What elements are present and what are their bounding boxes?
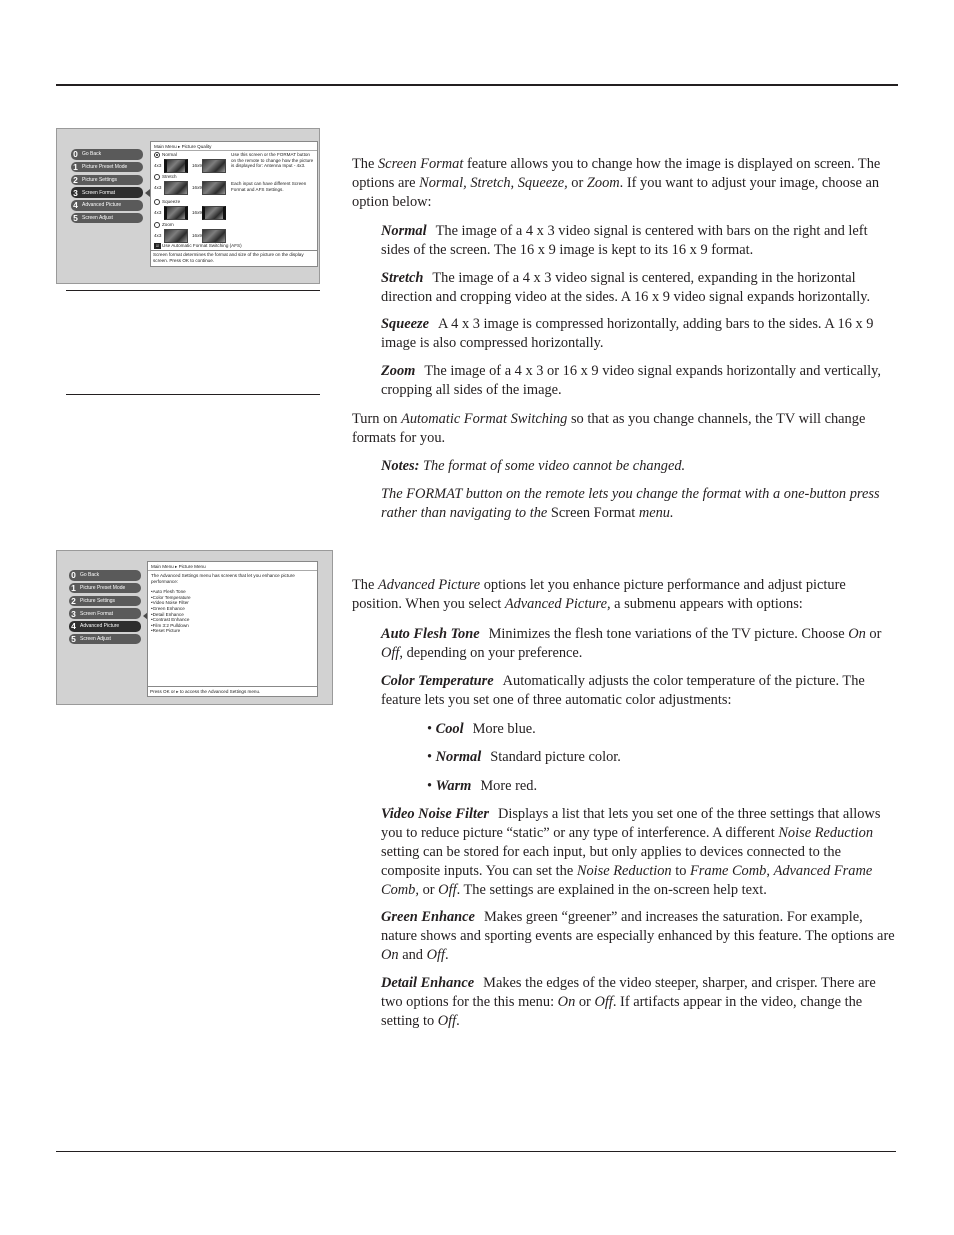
- menu-item-picture-settings[interactable]: 2 Picture Settings: [69, 596, 141, 607]
- panel-body: [148, 571, 317, 636]
- screen-format-menu-screenshot: [56, 128, 320, 284]
- caption-rule-bottom: [66, 394, 320, 395]
- menu-item-picture-preset-mode[interactable]: 1 Picture Preset Mode: [69, 583, 141, 594]
- list-item: •Video Noise Filter: [151, 600, 189, 606]
- menu-item-go-back[interactable]: 0 Go Back: [69, 570, 141, 581]
- stretch-description: Stretch The image of a 4 x 3 video signal is centered, expanding in the horizontal direction and cropping video at the sides. A 16 x 9 video signal expands horizontally.: [381, 270, 871, 305]
- side-menu: [69, 570, 141, 647]
- checkbox-icon: ☑: [155, 244, 160, 248]
- caption-rule-top: [66, 290, 320, 291]
- zoom-description: Zoom The image of a 4 x 3 or 16 x 9 video signal expands horizontally and vertically, cropping all sides of the image.: [381, 363, 882, 398]
- radio-selected-icon: [154, 152, 160, 158]
- squeeze-description: Squeeze A 4 x 3 image is compressed horizontally, adding bars to the sides. A 16 x 9 image is also compressed horizontally.: [381, 316, 874, 351]
- afs-paragraph: Turn on Automatic Format Switching so that as you change channels, the TV will change formats for you.: [352, 411, 866, 446]
- bullet-cool: • Cool More blue.: [427, 721, 536, 737]
- auto-flesh-tone-description: Auto Flesh Tone Minimizes the flesh tone variations of the TV picture. Choose On or Off, depending on your preference.: [381, 626, 882, 661]
- list-item: •Film 3:2 Pulldown: [151, 622, 189, 628]
- help-text-1: Use this screen or the FORMAT button on the remote to change how the picture is displayed for: Antenna Input - 4x3.: [231, 152, 314, 169]
- advanced-picture-panel: [147, 561, 318, 697]
- preview-4x3-image: [164, 181, 188, 195]
- list-item: •Color Temperature: [151, 594, 191, 600]
- footer-rule: [56, 1151, 896, 1152]
- format-option-stretch[interactable]: Stretch 4x3 16x9: [154, 174, 234, 195]
- normal-description: Normal The image of a 4 x 3 video signal is centered with bars on the right and left sides of the screen. The 16 x 9 image is kept to its 16 x 9 format.: [381, 223, 868, 258]
- preview-4x3-image: [164, 229, 188, 243]
- afs-checkbox[interactable]: ☑ Use Automatic Format Switching (AFS): [155, 243, 242, 249]
- breadcrumb: Main Menu ▸ Picture Menu: [148, 562, 317, 571]
- panel-footer: Press OK or ▸ to access the Advanced Settings menu.: [148, 686, 317, 696]
- menu-item-screen-format[interactable]: 3 Screen Format: [69, 608, 141, 619]
- menu-item-screen-format[interactable]: 3 Screen Format: [71, 187, 143, 198]
- format-option-squeeze[interactable]: Squeeze 4x3 16x9: [154, 199, 234, 220]
- list-item: •Contrast Enhance: [151, 617, 190, 623]
- menu-item-screen-adjust[interactable]: 5 Screen Adjust: [71, 213, 143, 224]
- menu-item-picture-settings[interactable]: 2 Picture Settings: [71, 175, 143, 186]
- bullet-normal: • Normal Standard picture color.: [427, 749, 621, 765]
- notes-2: The FORMAT button on the remote lets you change the format with a one-button press rather than navigating to the Screen Format menu.: [381, 486, 880, 521]
- format-option-zoom[interactable]: Zoom 4x3 16x9: [154, 222, 234, 243]
- menu-item-picture-preset-mode[interactable]: 1 Picture Preset Mode: [71, 162, 143, 173]
- bullet-warm: • Warm More red.: [427, 778, 538, 794]
- list-item: •Reset Picture: [151, 628, 181, 634]
- notes-1: Notes: The format of some video cannot be changed.: [381, 458, 686, 474]
- detail-enhance-description: Detail Enhance Makes the edges of the video steeper, sharper, and crisper. There are two options for the this menu: On or Off. If artifacts appear in the video, change the setting to Off.: [381, 975, 876, 1029]
- list-item: •Auto Flesh Tone: [151, 589, 186, 595]
- help-text-2: Each input can have different Screen Format and AFS Settings.: [231, 181, 307, 192]
- format-option-normal[interactable]: Normal 4x3 16x9: [154, 152, 234, 173]
- advanced-picture-menu-screenshot: [56, 550, 333, 705]
- radio-icon: [154, 199, 160, 205]
- video-noise-filter-description: Video Noise Filter Displays a list that lets you set one of the three settings that allows you to reduce picture “static” or any type of interference. A different Noise Reduction setting can be stored for each input, but only applies to devices connected to the composite inputs. You can set the Noise Reduction to Frame Comb, Advanced Frame Comb, or Off. The settings are explained in the on-screen help text.: [381, 806, 881, 898]
- advanced-picture-intro: The Advanced Picture options let you enhance picture performance and adjust picture position. When you select Advanced Picture, a submenu appears with options:: [352, 577, 846, 612]
- preview-16x9-image: [202, 159, 226, 173]
- preview-16x9-image: [202, 229, 226, 243]
- breadcrumb: Main Menu ▸ Picture Quality: [151, 142, 317, 151]
- menu-item-advanced-picture[interactable]: 4 Advanced Picture: [71, 200, 143, 211]
- panel-footer: Screen format determines the format and size of the picture on the display screen. Press OK to continue.: [151, 250, 317, 266]
- screen-format-panel: [150, 141, 318, 267]
- header-rule: [56, 84, 898, 86]
- preview-4x3-image: [164, 206, 188, 220]
- preview-16x9-image: [202, 206, 226, 220]
- menu-item-advanced-picture[interactable]: 4 Advanced Picture: [69, 621, 141, 632]
- panel-intro: The Advanced Settings menu has screens that let you enhance picture performance:: [151, 573, 295, 584]
- menu-item-go-back[interactable]: 0 Go Back: [71, 149, 143, 160]
- preview-16x9-image: [202, 181, 226, 195]
- menu-item-screen-adjust[interactable]: 5 Screen Adjust: [69, 634, 141, 645]
- preview-4x3-image: [164, 159, 188, 173]
- green-enhance-description: Green Enhance Makes green “greener” and increases the saturation. For example, nature shows and sporting events are especially enhanced by this feature. The options are On and Off.: [381, 909, 895, 963]
- list-item: •Green Enhance: [151, 605, 185, 611]
- color-temperature-description: Color Temperature Automatically adjusts the color temperature of the picture. The feature lets you set one of three automatic color adjustments:: [381, 673, 865, 708]
- advanced-settings-list: [151, 589, 314, 634]
- radio-icon: [154, 222, 160, 228]
- list-item: •Detail Enhance: [151, 611, 184, 617]
- side-menu: [71, 149, 143, 226]
- radio-icon: [154, 174, 160, 180]
- screen-format-intro: The Screen Format feature allows you to change how the image is displayed on screen. The options are Normal, Stretch, Squeeze, or Zoom. If you want to adjust your image, choose an option below:: [352, 156, 881, 210]
